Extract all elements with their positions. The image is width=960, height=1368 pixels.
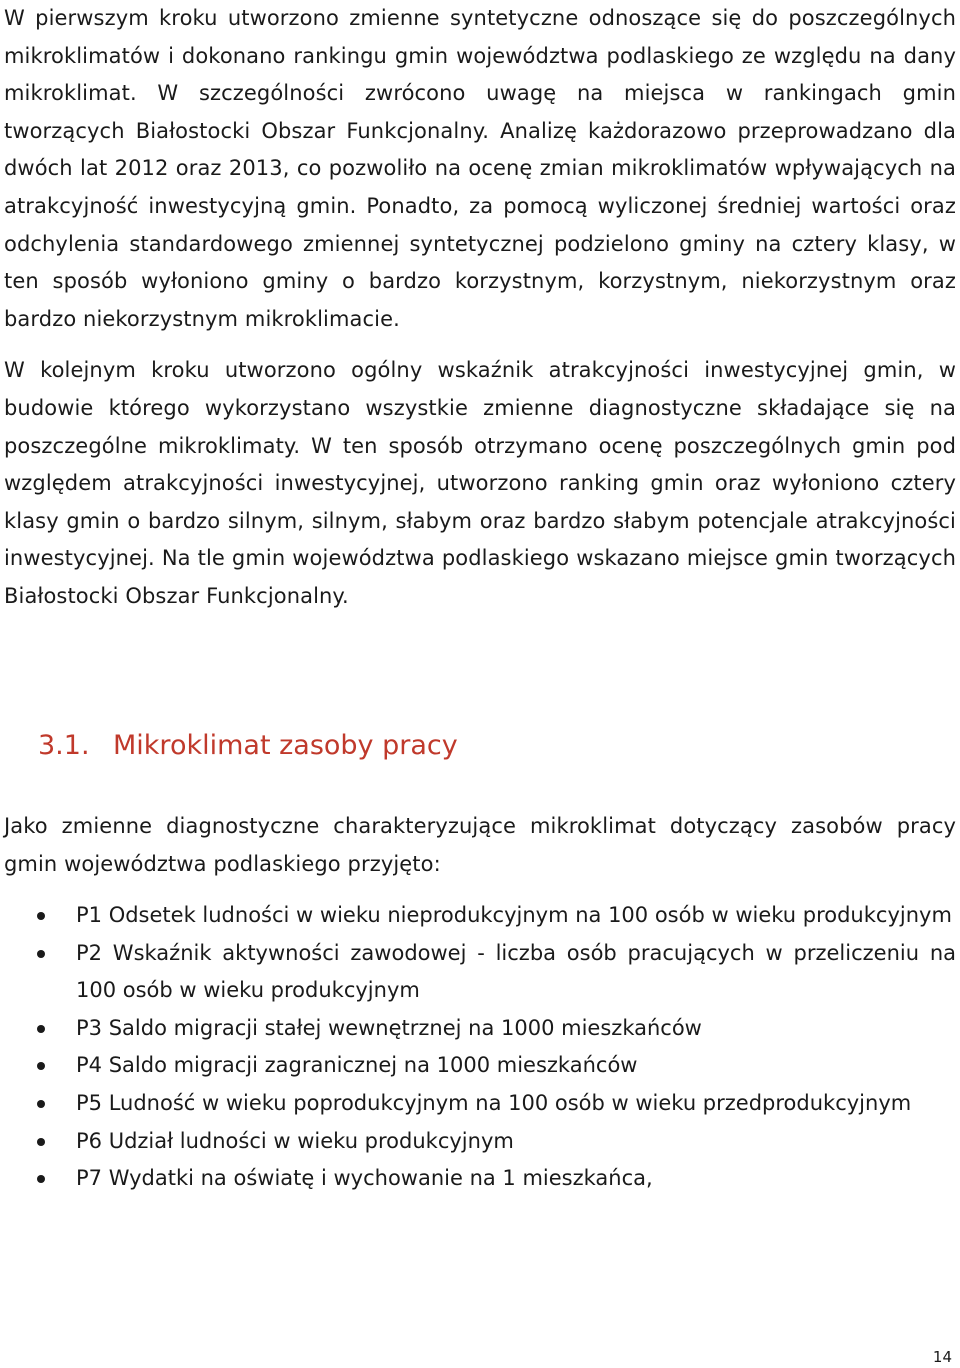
list-item-text: P1 Odsetek ludności w wieku nieprodukcyjnym na 100 osób w wieku produkcyjnym (76, 903, 952, 927)
variables-list (4, 897, 956, 1198)
section-title: Mikroklimat zasoby pracy (113, 730, 458, 761)
bullet-icon (37, 1138, 45, 1146)
paragraph-methodology-step-2: W kolejnym kroku utworzono ogólny wskaźnik atrakcyjności inwestycyjnej gmin, w budowie którego wykorzystano wszystkie zmienne diagnostyczne składające się na poszczególne mikroklimaty. W ten sposób otrzymano ocenę poszczególnych gmin pod względem atrakcyjności inwestycyjnej, utworzono ranking gmin oraz wyłoniono cztery klasy gmin o bardzo silnym, silnym, słabym oraz bardzo słabym potencjale atrakcyjności inwestycyjnej. Na tle gmin województwa podlaskiego wskazano miejsce gmin tworzących Białostocki Obszar Funkcjonalny. (4, 358, 956, 608)
bullet-icon (37, 950, 45, 958)
list-item-text: P2 Wskaźnik aktywności zawodowej - liczba osób pracujących w przeliczeniu na 100 osób w wieku produkcyjnym (76, 940, 956, 1003)
list-item-text: P3 Saldo migracji stałej wewnętrznej na 1000 mieszkańców (76, 1015, 702, 1040)
bullet-icon (37, 1062, 45, 1070)
list-item (4, 1160, 956, 1198)
list-item-text: P5 Ludność w wieku poprodukcyjnym na 100 osób w wieku przedprodukcyjnym (76, 1090, 912, 1115)
section-heading (38, 728, 458, 764)
page-number: 14 (932, 1348, 952, 1366)
document-page (4, 0, 956, 616)
bullet-icon (37, 1100, 45, 1108)
bullet-icon (37, 1025, 45, 1033)
list-item (4, 1085, 956, 1123)
list-item-text: P6 Udział ludności w wieku produkcyjnym (76, 1128, 514, 1153)
section-number: 3.1. (38, 730, 90, 761)
bullet-icon (37, 1175, 45, 1183)
list-item-text: P7 Wydatki na oświatę i wychowanie na 1 mieszkańca, (76, 1166, 653, 1191)
list-item (4, 897, 956, 935)
list-item (4, 935, 956, 1010)
list-item-text: P4 Saldo migracji zagranicznej na 1000 mieszkańców (76, 1053, 638, 1078)
list-item (4, 1010, 956, 1048)
list-item (4, 1047, 956, 1085)
paragraph-methodology-step-1: W pierwszym kroku utworzono zmienne syntetyczne odnoszące się do poszczególnych mikroklimatów i dokonano rankingu gmin województwa podlaskiego ze względu na dany mikroklimat. W szczególności zwrócono uwagę na miejsca w rankingach gmin tworzących Białostocki Obszar Funkcjonalny. Analizę każdorazowo przeprowadzano dla dwóch lat 2012 oraz 2013, co pozwoliło na ocenę zmian mikroklimatów wpływających na atrakcyjność inwestycyjną gmin. Ponadto, za pomocą wyliczonej średniej wartości oraz odchylenia standardowego zmiennej syntetycznej podzielono gminy na cztery klasy, w ten sposób wyłoniono gminy o bardzo korzystnym, korzystnym, niekorzystnym oraz bardzo niekorzystnym mikroklimacie. (4, 6, 956, 331)
list-item (4, 1123, 956, 1161)
paragraph-intro: Jako zmienne diagnostyczne charakteryzujące mikroklimat dotyczący zasobów pracy gmin województwa podlaskiego przyjęto: (4, 814, 956, 876)
bullet-icon (37, 912, 45, 920)
